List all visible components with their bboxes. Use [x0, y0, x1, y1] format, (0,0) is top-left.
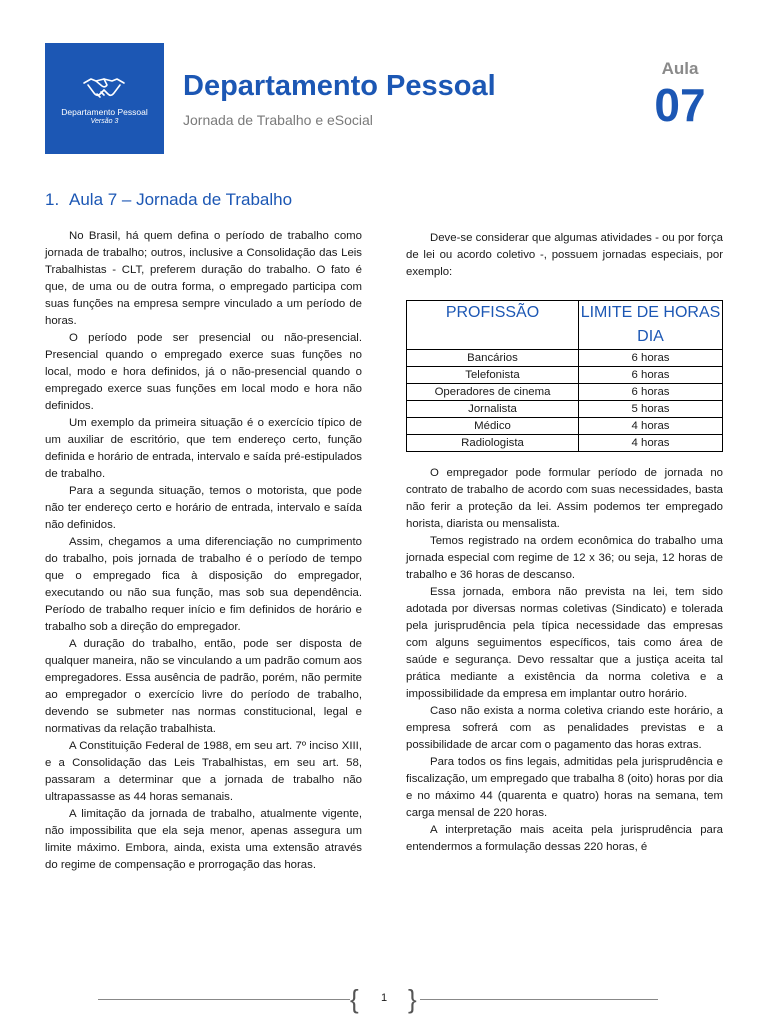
- table-header-row: [407, 301, 723, 350]
- limit-cell: 6 horas: [579, 384, 723, 401]
- paragraph: A interpretação mais aceita pela jurisprudência para entendermos a formulação dessas 220 horas, é: [406, 824, 723, 853]
- profession-cell: Radiologista: [407, 435, 579, 452]
- profession-cell: Jornalista: [407, 401, 579, 418]
- table-row: [407, 350, 723, 367]
- lesson-number: 07: [654, 79, 706, 131]
- paragraph: O empregador pode formular período de jornada no contrato de trabalho de acordo com suas necessidades, basta não ferir a proteção da lei. Assim podemos ter empregado horista, diarista ou mensalista.: [406, 467, 723, 530]
- special-hours-table: [406, 300, 723, 452]
- table-row: [407, 401, 723, 418]
- logo-version: Versão 3: [90, 118, 119, 125]
- table-row: [407, 367, 723, 384]
- footer-rule-left: [98, 999, 350, 1000]
- limit-cell: 4 horas: [579, 418, 723, 435]
- limit-cell: 4 horas: [579, 435, 723, 452]
- paragraph: Para a segunda situação, temos o motorista, que pode não ter endereço certo e horário de entrada, intervalo e saída não definidos.: [45, 485, 362, 531]
- paragraph: A duração do trabalho, então, pode ser disposta de qualquer maneira, não se vinculando a um padrão comum aos empregadores. Essa ausência de padrão, porém, não permite ao empregador o exercício livre do período de trabalho, devendo se submeter nas normas constitucional, legal e normativas da relação trabalhista.: [45, 638, 362, 735]
- paragraph: Para todos os fins legais, admitidas pela jurisprudência e fiscalização, um empregado que trabalha 8 (oito) horas por dia e no máximo 44 (quarenta e quatro) horas na semana, tem carga mensal de 220 horas.: [406, 756, 723, 819]
- document-title: Departamento Pessoal: [183, 70, 496, 102]
- limit-cell: 6 horas: [579, 350, 723, 367]
- paragraph: O período pode ser presencial ou não-presencial. Presencial quando o empregado exerce suas funções no local, modo e hora definidos, já o não-presencial quando o empregado exerce suas funções em local modo e hora não definidos.: [45, 332, 362, 412]
- right-column: [406, 465, 723, 856]
- page-number: 1: [380, 992, 388, 1004]
- paragraph: Essa jornada, embora não prevista na lei, tem sido adotada por diversas normas coletivas (Sindicato) e tolerada pela jurisprudência pela típica necessidade das empresas com alguns seguimentos específicos, tais como área de saúde e segurança. Devo ressaltar que a justiça aceita tal prática mediante a existência da norma coletiva e a impossibilidade da empresa em implantar outro horário.: [406, 586, 723, 700]
- paragraph: Deve-se considerar que algumas atividades - ou por força de lei ou acordo coletivo -, possuem jornadas especiais, por exemplo:: [406, 232, 723, 278]
- paragraph: Assim, chegamos a uma diferenciação no cumprimento do trabalho, pois jornada de trabalho é o período de tempo que o empregado fica à disposição do empregador, executando ou não sua função, mas sob sua dependência. Período de trabalho requer início e fim definidos de horário e trabalho sob a direção do empregador.: [45, 536, 362, 633]
- logo: [45, 43, 164, 154]
- limit-cell: 6 horas: [579, 367, 723, 384]
- profession-cell: Médico: [407, 418, 579, 435]
- header-profession: PROFISSÃO: [407, 301, 579, 350]
- profession-cell: Bancários: [407, 350, 579, 367]
- profession-cell: Operadores de cinema: [407, 384, 579, 401]
- paragraph: No Brasil, há quem defina o período de trabalho como jornada de trabalho; outros, inclusive a Consolidação das Leis Trabalhistas - CLT, preferem duração do trabalho. O fato é que, de uma ou de outra forma, o empregado participa com suas funções na empresa sempre vinculado a um período de horas.: [45, 230, 362, 327]
- right-intro: [406, 230, 723, 281]
- limit-cell: 5 horas: [579, 401, 723, 418]
- left-column: [45, 228, 362, 874]
- section-heading: [45, 188, 292, 212]
- table-row: [407, 435, 723, 452]
- paragraph: A Constituição Federal de 1988, em seu art. 7º inciso XIII, e a Consolidação das Leis Trabalhistas, em seu art. 58, passaram a determinar que a jornada de trabalho não ultrapassasse as 44 horas semanais.: [45, 740, 362, 803]
- paragraph: A limitação da jornada de trabalho, atualmente vigente, não impossibilita que ela seja menor, apenas assegura um limite máximo. Embora, ainda, exista uma extensão através do regime de compensação e prorrogação das horas.: [45, 808, 362, 871]
- paragraph: Temos registrado na ordem econômica do trabalho uma jornada especial com regime de 12 x 36; ou seja, 12 horas de trabalho e 36 horas de descanso.: [406, 535, 723, 581]
- footer-bracket-left: {: [350, 984, 359, 1014]
- footer-bracket-right: }: [408, 984, 417, 1014]
- section-title: Aula 7 – Jornada de Trabalho: [69, 190, 293, 209]
- document-subtitle: Jornada de Trabalho e eSocial: [183, 112, 373, 128]
- handshake-icon: [82, 75, 126, 101]
- section-number: 1.: [45, 190, 60, 209]
- table-row: [407, 418, 723, 435]
- paragraph: Caso não exista a norma coletiva criando este horário, a empresa sofrerá com as penalidades previstas e a possibilidade de arcar com o pagamento das horas extras.: [406, 705, 723, 751]
- lesson-label: Aula: [661, 59, 699, 78]
- header-limit: LIMITE DE HORAS DIA: [579, 301, 723, 350]
- paragraph: Um exemplo da primeira situação é o exercício típico de um auxiliar de escritório, que tem endereço certo, função definida e horário de entrada, intervalo e saída pré-estipulados de trabalho.: [45, 417, 362, 480]
- table-row: [407, 384, 723, 401]
- logo-title: Departamento Pessoal: [61, 107, 148, 117]
- footer-rule-right: [420, 999, 658, 1000]
- profession-cell: Telefonista: [407, 367, 579, 384]
